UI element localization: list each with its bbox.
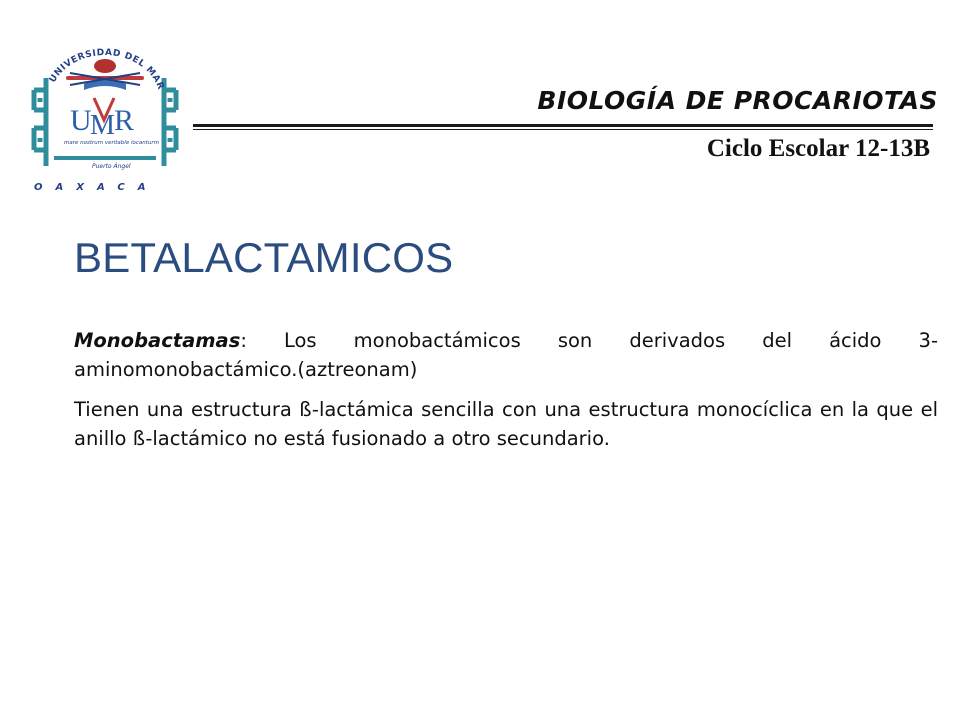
paragraph-text: : Los monobactámicos son derivados del ácido 3-aminomonobactámico.(aztreonam) (74, 329, 938, 381)
header-rule (193, 124, 933, 127)
paragraph-text: Tienen una estructura ß-lactámica sencilla con una estructura monocíclica en la que el anillo ß-lactámico no está fusionado a otro secundario. (74, 398, 938, 450)
school-cycle: Ciclo Escolar 12-13B (706, 135, 930, 162)
term-monobactamas: Monobactamas (74, 329, 241, 352)
paragraph-structure (74, 395, 938, 453)
svg-text:U: U (70, 104, 92, 137)
svg-text:UNIVERSIDAD DEL MAR: UNIVERSIDAD DEL MAR (47, 47, 166, 92)
slide-body (74, 326, 938, 464)
svg-text:Puerto Ángel: Puerto Ángel (92, 163, 131, 170)
svg-text:R: R (114, 104, 135, 137)
paragraph-monobactamas (74, 326, 938, 384)
course-title: BIOLOGÍA DE PROCARIOTAS (537, 86, 938, 115)
svg-text:mare nostrum veritable locantu: mare nostrum veritable locanturm (64, 140, 159, 146)
university-logo (24, 38, 186, 198)
header-rule-thin (193, 129, 933, 130)
svg-text:OAXACA: OAXACA (34, 182, 159, 193)
svg-text:M: M (90, 110, 115, 141)
slide-title: BETALACTAMICOS (74, 234, 454, 281)
